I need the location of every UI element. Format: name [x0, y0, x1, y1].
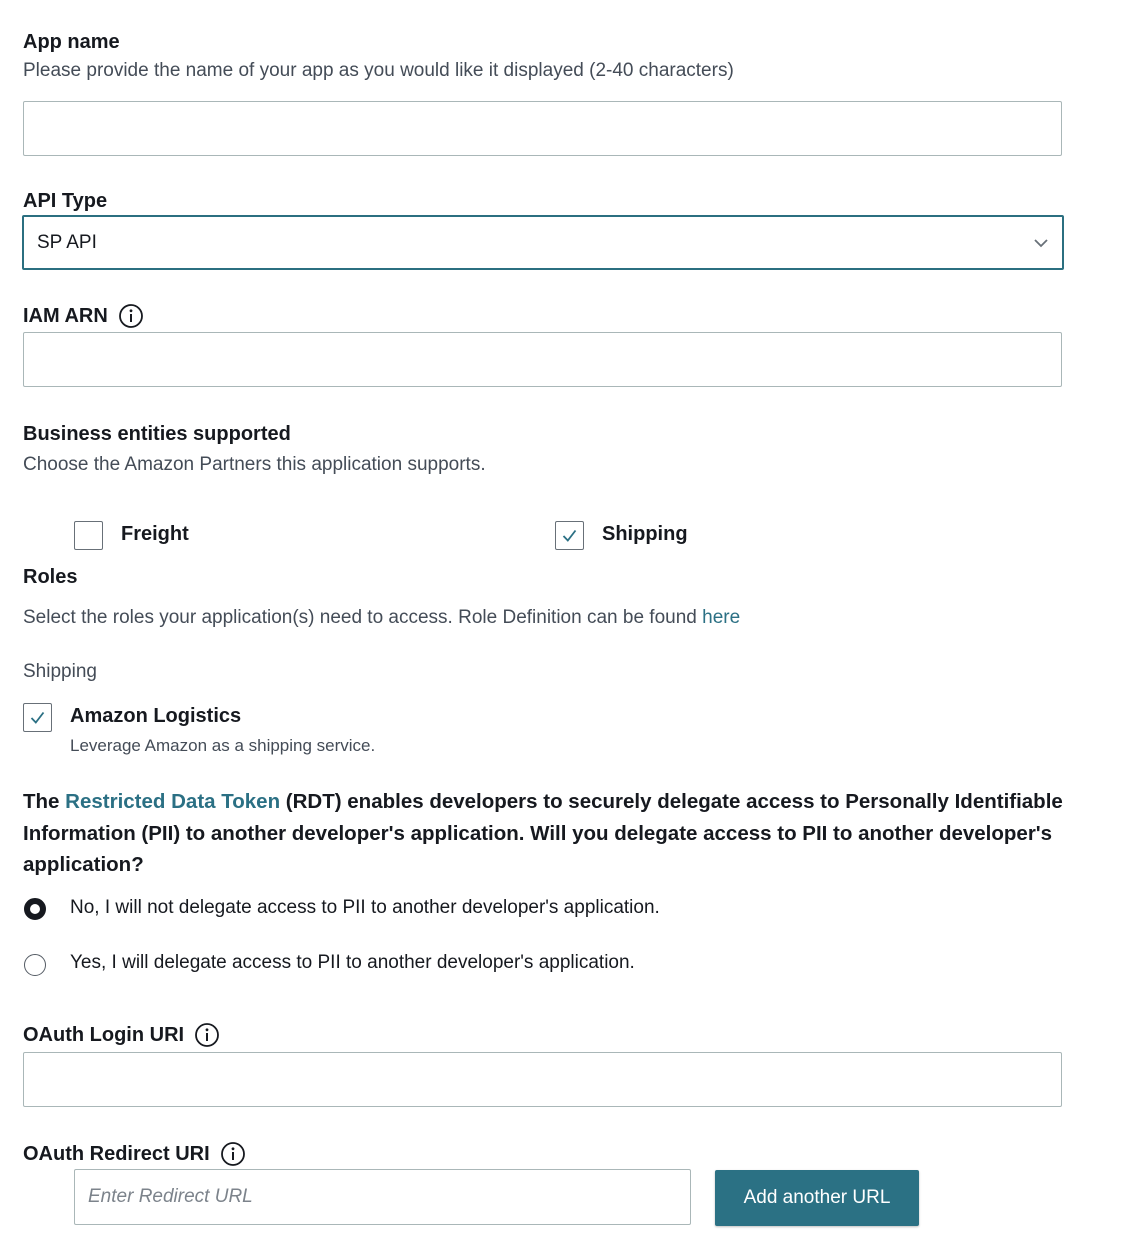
freight-checkbox[interactable] [74, 521, 103, 550]
app-name-input[interactable] [23, 101, 1062, 156]
amazon-logistics-label: Amazon Logistics [70, 705, 242, 727]
amazon-logistics-description: Leverage Amazon as a shipping service. [70, 736, 376, 755]
api-type-selected-value: SP API [37, 231, 97, 253]
oauth-login-label: OAuth Login URI [23, 1023, 185, 1046]
business-entities-description: Choose the Amazon Partners this application supports. [23, 454, 486, 475]
rdt-yes-label: Yes, I will delegate access to PII to another developer's application. [70, 952, 635, 973]
oauth-redirect-label-row [23, 1141, 246, 1167]
oauth-login-input[interactable] [23, 1052, 1062, 1107]
app-name-description: Please provide the name of your app as you would like it displayed (2-40 characters) [23, 60, 734, 81]
chevron-down-icon [1032, 234, 1050, 252]
rdt-no-radio[interactable] [24, 898, 46, 920]
add-another-url-button[interactable]: Add another URL [715, 1170, 919, 1226]
iam-arn-label: IAM ARN [23, 304, 108, 327]
checkmark-icon [559, 525, 580, 546]
roles-description-row [23, 607, 740, 629]
iam-arn-input[interactable] [23, 332, 1062, 387]
roles-group-label: Shipping [23, 661, 97, 682]
info-icon[interactable] [194, 1022, 220, 1048]
roles-description: Select the roles your application(s) need to access. Role Definition can be found [23, 607, 697, 628]
iam-arn-label-row [23, 303, 144, 329]
business-entities-label: Business entities supported [23, 423, 291, 445]
checkmark-icon [27, 707, 48, 728]
rdt-no-label: No, I will not delegate access to PII to another developer's application. [70, 897, 660, 918]
oauth-redirect-label: OAuth Redirect URI [23, 1142, 210, 1165]
amazon-logistics-checkbox[interactable] [23, 703, 52, 732]
rdt-question [23, 786, 1083, 881]
role-definition-link[interactable]: here [702, 607, 741, 628]
info-icon[interactable] [118, 303, 144, 329]
api-type-select[interactable] [22, 215, 1064, 270]
shipping-checkbox[interactable] [555, 521, 584, 550]
rdt-question-text: (RDT) enables developers to securely delegate access to Personally Identifiable Information (PII) to another developer's application. Will you delegate access to PII to another developer's application? [23, 790, 1063, 876]
info-icon[interactable] [220, 1141, 246, 1167]
oauth-login-label-row [23, 1022, 220, 1048]
oauth-redirect-input[interactable] [74, 1169, 691, 1225]
shipping-label: Shipping [602, 523, 688, 545]
rdt-prefix: The [23, 790, 60, 813]
freight-label: Freight [121, 523, 189, 545]
api-type-label: API Type [23, 190, 108, 212]
restricted-data-token-link[interactable]: Restricted Data Token [65, 790, 281, 813]
app-name-label: App name [23, 31, 120, 53]
rdt-yes-radio[interactable] [24, 954, 46, 976]
roles-label: Roles [23, 566, 78, 588]
